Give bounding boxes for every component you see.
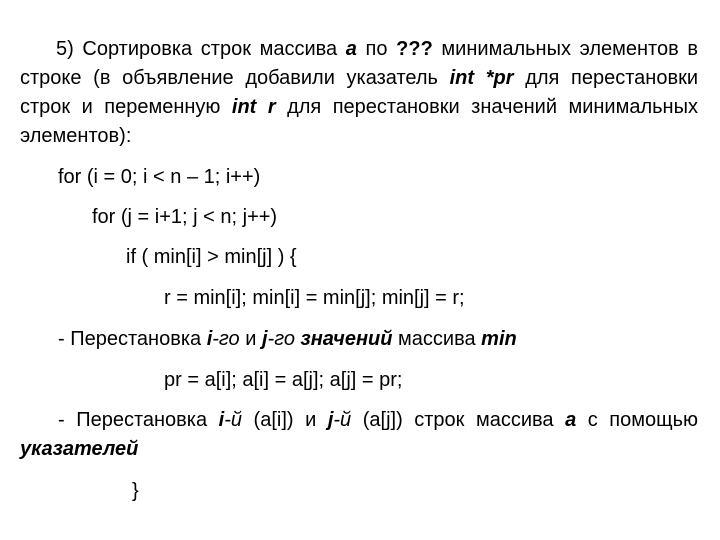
note-min-j: j	[261, 328, 268, 350]
intro-r: r	[267, 96, 276, 118]
note-rows-j-suffix: -й	[333, 409, 352, 431]
note-rows-pointers: указателей	[20, 438, 139, 460]
note-rows-aj: (a[j]) строк массива	[351, 409, 566, 431]
note-rows-j: j	[327, 409, 334, 431]
note-rows-lead: - Перестановка	[58, 409, 219, 431]
note-min-and: и	[239, 328, 262, 350]
note-rows-a: a	[565, 409, 577, 431]
note-rows-c: с помощью	[576, 409, 699, 431]
intro-qmarks: ???	[396, 38, 433, 60]
intro-tail: для перестановки значений минимальных элементов):	[20, 96, 698, 147]
intro-space2	[256, 96, 267, 118]
intro-mid1: по	[356, 38, 397, 60]
code-if: if ( min[i] > min[j] ) {	[126, 246, 297, 268]
note-min-values: значений	[300, 328, 393, 350]
note-rows-i: i	[218, 409, 225, 431]
intro-lead: 5) Сортировка строк массива	[56, 38, 346, 60]
code-close-brace: }	[132, 480, 139, 502]
intro-int1: int	[449, 67, 475, 89]
intro-int2: int	[231, 96, 257, 118]
note-swap-min	[58, 325, 517, 354]
code-swap-ptr: pr = a[i]; a[i] = a[j]; a[j] = pr;	[164, 369, 403, 391]
intro-mid3: для перестановки строк и переменную	[20, 67, 698, 118]
note-min-mid: массива	[392, 328, 482, 350]
intro-var-a: a	[345, 38, 357, 60]
intro-pr: *pr	[485, 67, 514, 89]
intro-paragraph	[20, 35, 698, 151]
note-min-j-suffix: -го	[267, 328, 295, 350]
intro-space1	[474, 67, 486, 89]
code-for-i: for (i = 0; i < n – 1; i++)	[58, 166, 261, 188]
note-rows-ai: (a[i]) и	[242, 409, 328, 431]
note-min-i-suffix: -го	[212, 328, 240, 350]
note-swap-rows	[20, 406, 698, 464]
note-min-i: i	[206, 328, 213, 350]
code-swap-min: r = min[i]; min[i] = min[j]; min[j] = r;	[164, 287, 465, 309]
intro-mid2: минимальных элементов в строке (в объявление добавили указатель	[20, 38, 698, 89]
note-min-lead: - Перестановка	[58, 328, 207, 350]
code-for-j: for (j = i+1; j < n; j++)	[92, 206, 278, 228]
note-rows-i-suffix: -й	[224, 409, 243, 431]
note-min-min: min	[481, 328, 517, 350]
